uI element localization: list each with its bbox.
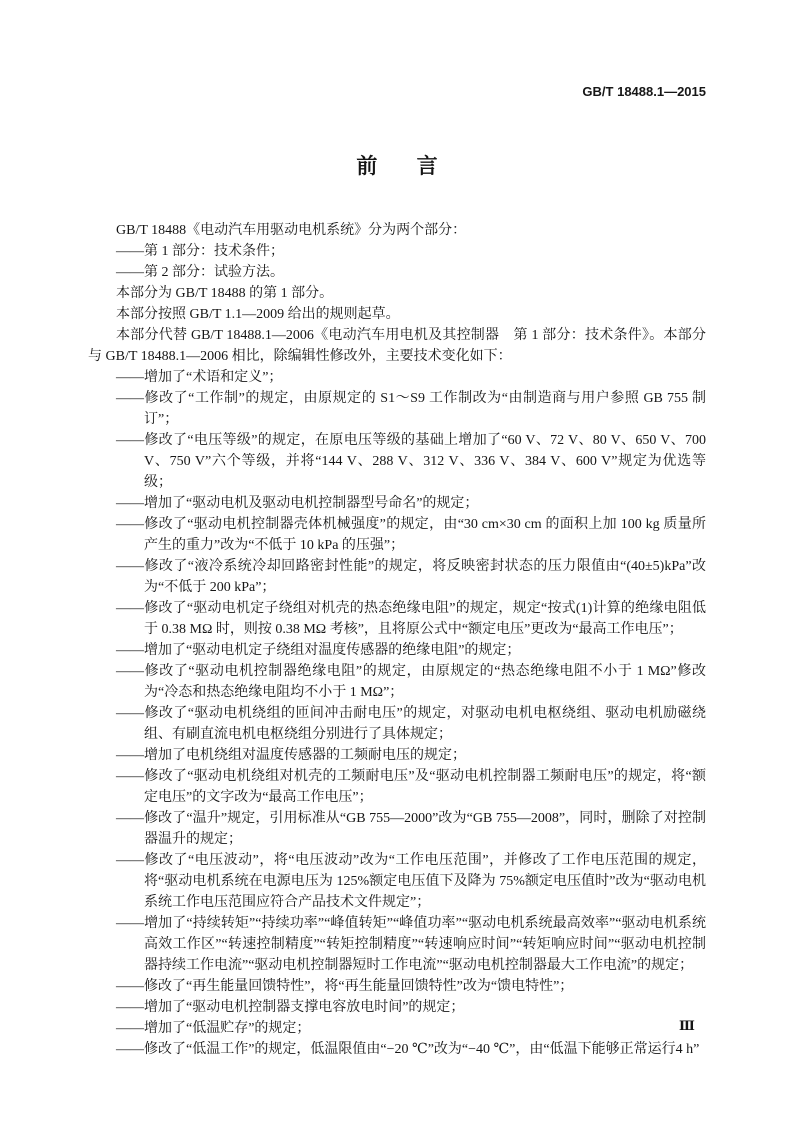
standard-number: GB/T 18488.1—2015 — [582, 84, 706, 99]
scope-paragraph: 本部分为 GB/T 18488 的第 1 部分。 — [116, 286, 334, 301]
foreword-body — [88, 220, 706, 1060]
change-item: ——增加了“低温贮存”的规定； — [116, 1021, 311, 1036]
change-item: ——修改了“驱动电机绕组对机壳的工频耐电压”及“驱动电机控制器工频耐电压”的规定，将“额定电压”的文字改为“最高工作电压”； — [116, 769, 706, 805]
change-item: ——增加了“持续转矩”“持续功率”“峰值转矩”“峰值功率”“驱动电机系统最高效率”“驱动电机系统高效工作区”“转速控制精度”“转矩控制精度”“转速响应时间”“转矩响应时间”“驱动电机控制器持续工作电流”“驱动电机控制器短时工作电流”“驱动电机控制器最大工作电流”的规定； — [116, 916, 706, 973]
part-list-item: ——第 1 部分：技术条件； — [116, 244, 284, 259]
drafting-paragraph: 本部分按照 GB/T 1.1—2009 给出的规则起草。 — [116, 307, 400, 322]
change-item: ——修改了“液冷系统冷却回路密封性能”的规定，将反映密封状态的压力限值由“(40±5)kPa”改为“不低于 200 kPa”； — [116, 559, 706, 595]
change-item: ——增加了“驱动电机控制器支撑电容放电时间”的规定； — [116, 1000, 465, 1015]
change-item: ——修改了“再生能量回馈特性”，将“再生能量回馈特性”改为“馈电特性”； — [116, 979, 574, 994]
change-item: ——修改了“温升”规定，引用标准从“GB 755—2000”改为“GB 755—2008”，同时，删除了对控制器温升的规定； — [116, 811, 706, 847]
change-item: ——修改了“驱动电机绕组的匝间冲击耐电压”的规定，对驱动电机电枢绕组、驱动电机励磁绕组、有刷直流电机电枢绕组分别进行了具体规定； — [116, 706, 706, 742]
change-item: ——增加了“驱动电机及驱动电机控制器型号命名”的规定； — [116, 496, 479, 511]
part-list-item: ——第 2 部分：试验方法。 — [116, 265, 284, 280]
intro-paragraph: GB/T 18488《电动汽车用驱动电机系统》分为两个部分： — [116, 223, 467, 238]
change-item: ——增加了“驱动电机定子绕组对温度传感器的绝缘电阻”的规定； — [116, 643, 521, 658]
page-number: Ⅲ — [679, 1019, 695, 1034]
change-item: ——修改了“工作制”的规定，由原规定的 S1～S9 工作制改为“由制造商与用户参照 GB 755 制订”； — [116, 391, 706, 427]
change-item: ——修改了“驱动电机控制器绝缘电阻”的规定，由原规定的“热态绝缘电阻不小于 1 MΩ”修改为“冷态和热态绝缘电阻均不小于 1 MΩ”； — [116, 664, 706, 700]
change-item: ——增加了电机绕组对温度传感器的工频耐电压的规定； — [116, 748, 466, 763]
replacement-paragraph: 本部分代替 GB/T 18488.1—2006《电动汽车用电机及其控制器 第 1 部分：技术条件》。本部分与 GB/T 18488.1—2006 相比，除编辑性修改外，主要技术变化如下： — [88, 328, 706, 364]
change-item: ——增加了“术语和定义”； — [116, 370, 283, 385]
technical-changes-list — [88, 367, 706, 1060]
change-item: ——修改了“驱动电机定子绕组对机壳的热态绝缘电阻”的规定，规定“按式(1)计算的绝缘电阻低于 0.38 MΩ 时，则按 0.38 MΩ 考核”，且将原公式中“额定电压”更改为“最高工作电压”； — [116, 601, 706, 637]
change-item: ——修改了“电压波动”，将“电压波动”改为“工作电压范围”，并修改了工作电压范围的规定，将“驱动电机系统在电源电压为 125%额定电压值下及降为 75%额定电压值时”改为“驱动电机系统工作电压范围应符合产品技术文件规定”； — [116, 853, 706, 910]
change-item: ——修改了“低温工作”的规定，低温限值由“−20 ℃”改为“−40 ℃”，由“低温下能够正常运行4 h” — [116, 1042, 700, 1057]
page-title: 前 言 — [356, 154, 438, 178]
change-item: ——修改了“驱动电机控制器壳体机械强度”的规定，由“30 cm×30 cm 的面积上加 100 kg 质量所产生的重力”改为“不低于 10 kPa 的压强”； — [116, 517, 706, 553]
change-item: ——修改了“电压等级”的规定，在原电压等级的基础上增加了“60 V、72 V、80 V、650 V、700 V、750 V”六个等级，并将“144 V、288 V、312 V、336 V、384 V、600 V”规定为优选等级； — [116, 433, 706, 490]
